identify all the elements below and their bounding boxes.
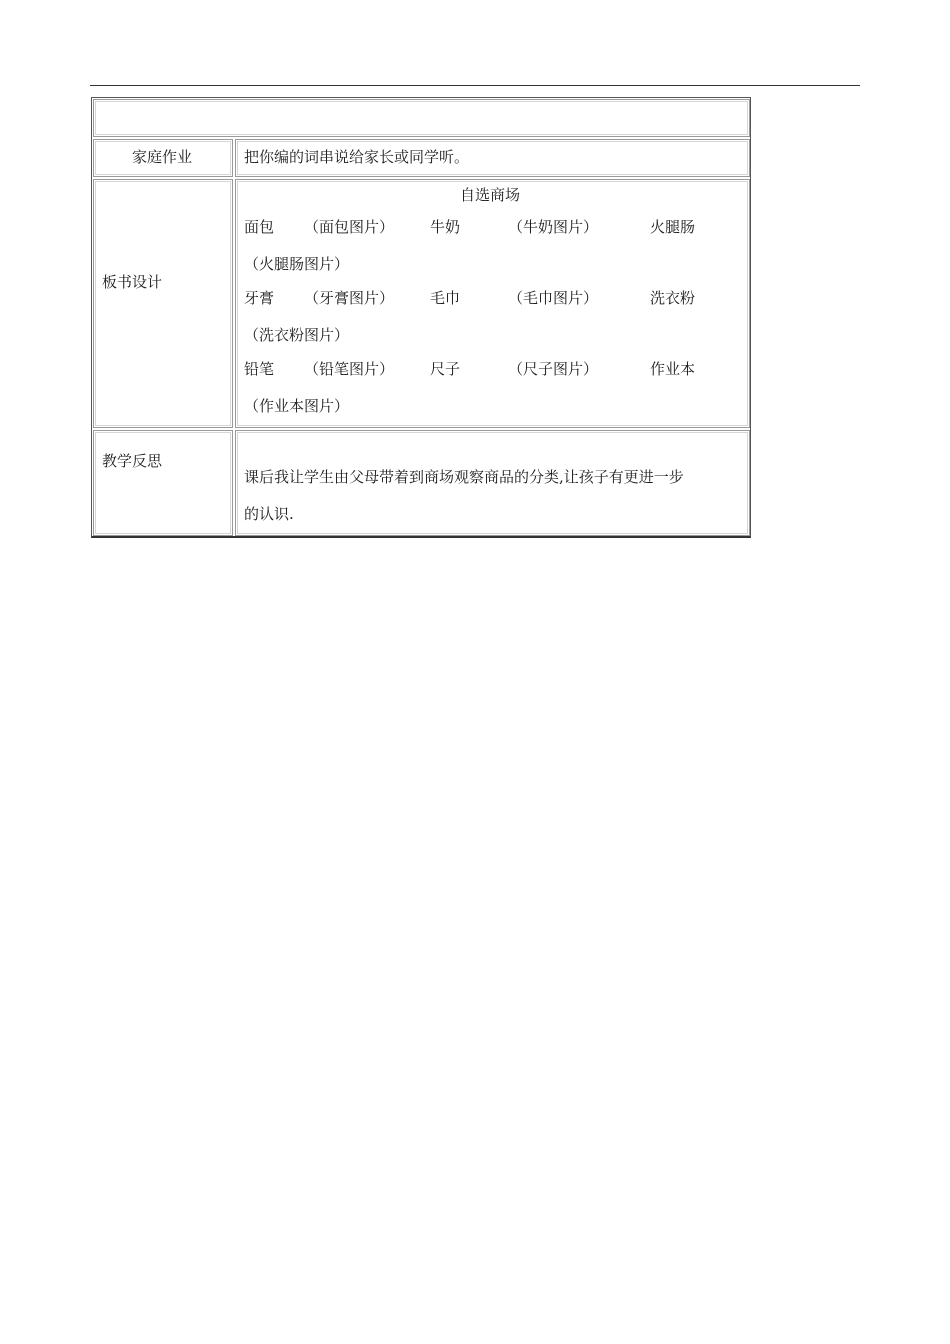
header-rule bbox=[90, 85, 860, 86]
reflection-content-cell bbox=[235, 430, 750, 536]
board-word-bread: 面包 bbox=[244, 218, 275, 236]
board-design-label-cell bbox=[93, 179, 233, 428]
board-word-pencil: 铅笔 bbox=[244, 360, 275, 378]
board-picture-detergent: （洗衣粉图片） bbox=[244, 326, 350, 344]
board-picture-ruler: （尺子图片） bbox=[508, 360, 599, 378]
empty-top-row bbox=[93, 99, 750, 137]
homework-label-cell bbox=[93, 139, 233, 177]
board-word-milk: 牛奶 bbox=[430, 218, 461, 236]
board-word-detergent: 洗衣粉 bbox=[650, 289, 696, 307]
board-word-sausage: 火腿肠 bbox=[650, 218, 696, 236]
board-picture-towel: （毛巾图片） bbox=[508, 289, 599, 307]
homework-content: 把你编的词串说给家长或同学听。 bbox=[244, 148, 470, 166]
board-title: 自选商场 bbox=[460, 186, 521, 204]
board-word-notebook: 作业本 bbox=[650, 360, 696, 378]
homework-content-cell bbox=[235, 139, 750, 177]
board-word-ruler: 尺子 bbox=[430, 360, 461, 378]
reflection-label-cell bbox=[93, 430, 233, 536]
board-design-content-cell bbox=[235, 179, 750, 428]
board-word-toothpaste: 牙膏 bbox=[244, 289, 275, 307]
reflection-line-1: 课后我让学生由父母带着到商场观察商品的分类,让孩子有更进一步 bbox=[244, 468, 684, 486]
board-picture-sausage: （火腿肠图片） bbox=[244, 255, 350, 273]
board-picture-milk: （牛奶图片） bbox=[508, 218, 599, 236]
board-word-towel: 毛巾 bbox=[430, 289, 461, 307]
reflection-label: 教学反思 bbox=[102, 452, 163, 470]
board-picture-bread: （面包图片） bbox=[304, 218, 395, 236]
board-picture-toothpaste: （牙膏图片） bbox=[304, 289, 395, 307]
board-design-label: 板书设计 bbox=[102, 273, 163, 291]
board-picture-pencil: （铅笔图片） bbox=[304, 360, 395, 378]
reflection-line-2: 的认识. bbox=[244, 505, 294, 523]
homework-label: 家庭作业 bbox=[132, 148, 193, 166]
lesson-plan-table bbox=[91, 97, 751, 538]
board-picture-notebook: （作业本图片） bbox=[244, 397, 350, 415]
